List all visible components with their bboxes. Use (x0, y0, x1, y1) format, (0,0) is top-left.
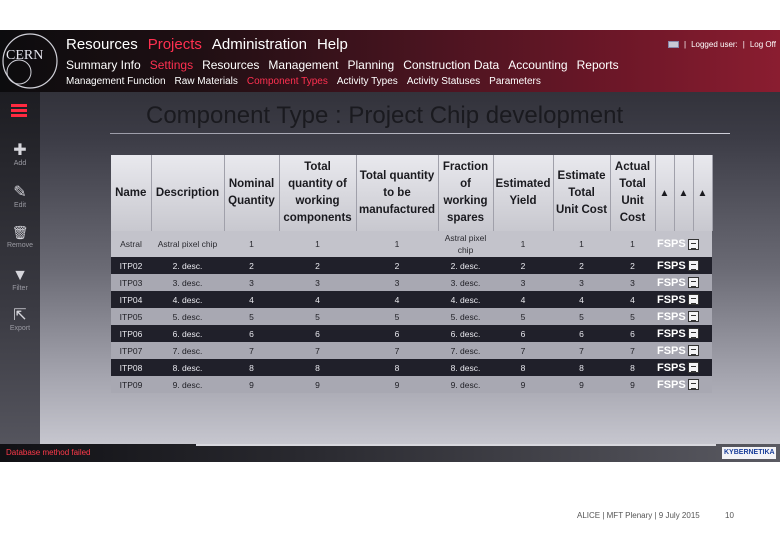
table-row[interactable] (111, 325, 712, 342)
cell-total-working: 5 (315, 311, 320, 322)
logoff-link[interactable]: Log Off (749, 39, 776, 49)
sidebar (0, 92, 40, 446)
submenu-reports[interactable]: Reports (576, 58, 619, 72)
cell-actual-cost: 5 (630, 311, 635, 322)
fsps-link[interactable]: FSPS (657, 378, 686, 391)
cell-estimated-yield: 1 (520, 239, 526, 249)
cell-nominal-quantity: 3 (249, 277, 254, 288)
cell-estimated-yield: 5 (520, 311, 526, 322)
column-header-fraction-spares[interactable]: Fraction of working spares (438, 155, 493, 231)
column-header-total-manufactured[interactable]: Total quantity to be manufactured (356, 155, 438, 231)
slide-footer-text: ALICE | MFT Plenary | 9 July 2015 (577, 511, 700, 520)
cell-estimate-cost: 8 (579, 362, 584, 373)
hamburger-menu-icon[interactable] (11, 104, 27, 118)
cell-estimate-cost: 6 (579, 328, 584, 339)
logged-user-label: Logged user: (691, 39, 738, 49)
export-icon: ⇱ (13, 307, 27, 324)
cell-nominal-quantity: 6 (249, 328, 254, 339)
cell-actual-cost: 3 (630, 277, 635, 288)
table-row[interactable] (111, 257, 712, 274)
sidebar-filter-button[interactable] (0, 267, 40, 292)
column-header-estimated-yield[interactable]: Estimated Yield (493, 155, 553, 231)
fsps-link[interactable]: FSPS (657, 276, 686, 289)
cell-fraction-spares: 5. desc. (450, 311, 481, 322)
cell-fraction-spares: 7. desc. (450, 345, 481, 356)
column-header-description[interactable]: Description (151, 155, 224, 231)
cell-nominal-quantity: 9 (249, 379, 254, 390)
cell-nominal-quantity: 7 (249, 345, 254, 356)
cell-estimate-cost: 2 (579, 260, 584, 271)
cell-nominal-quantity: 4 (249, 294, 254, 305)
row-actions (655, 231, 712, 257)
sidebar-export-button[interactable] (0, 307, 40, 332)
cern-logo[interactable] (1, 32, 59, 90)
cell-actual-cost: 6 (630, 328, 635, 339)
cell-total-working: 6 (315, 328, 320, 339)
page-title: Component Type : Project Chip development (146, 102, 624, 129)
primary-menu (66, 36, 348, 53)
language-flag-icon[interactable] (668, 41, 679, 48)
settings-activity-types[interactable]: Activity Types (336, 76, 398, 87)
top-header (0, 30, 780, 92)
cell-actual-cost: 4 (630, 294, 635, 305)
cell-description: 4. desc. (172, 294, 203, 305)
cell-name: ITP08 (119, 362, 143, 373)
cell-name: ITP09 (119, 379, 143, 390)
cell-estimated-yield: 7 (520, 345, 526, 356)
cell-estimated-yield: 4 (520, 294, 526, 305)
row-actions (655, 359, 712, 376)
cell-total-working: 4 (315, 294, 320, 305)
fsps-link[interactable]: FSPS (657, 361, 686, 374)
fsps-link[interactable]: FSPS (657, 310, 686, 323)
cell-nominal-quantity: 5 (249, 311, 254, 322)
column-header-estimate-cost[interactable]: Estimate Total Unit Cost (553, 155, 610, 231)
table-row[interactable] (111, 359, 712, 376)
document-icon[interactable] (688, 294, 699, 305)
cell-estimate-cost: 1 (579, 239, 584, 249)
sort-arrow-icon[interactable]: ▲ (674, 155, 693, 231)
component-types-table (111, 155, 712, 393)
filter-icon: ▼ (12, 267, 28, 284)
document-icon[interactable] (688, 260, 699, 271)
cell-description: 8. desc. (172, 362, 203, 373)
row-actions (655, 342, 712, 359)
cell-total-manufactured: 6 (394, 328, 400, 339)
menu-projects[interactable]: Projects (147, 36, 202, 53)
menu-administration[interactable]: Administration (211, 36, 307, 53)
cell-name: ITP03 (119, 277, 143, 288)
sidebar-remove-label: Remove (6, 242, 34, 249)
submenu-planning[interactable]: Planning (347, 58, 395, 72)
fsps-link[interactable]: FSPS (657, 327, 686, 340)
cell-total-manufactured: 8 (394, 362, 400, 373)
cell-estimate-cost: 7 (579, 345, 584, 356)
cell-total-manufactured: 7 (394, 345, 400, 356)
document-icon[interactable] (688, 277, 699, 288)
cell-actual-cost: 1 (630, 239, 635, 249)
cell-total-working: 9 (315, 379, 320, 390)
table-row[interactable] (111, 342, 712, 359)
cell-total-working: 3 (315, 277, 320, 288)
cell-nominal-quantity: 2 (249, 260, 254, 271)
document-icon[interactable] (688, 379, 699, 390)
sidebar-add-label: Add (13, 160, 27, 167)
cell-fraction-spares: 4. desc. (450, 294, 481, 305)
cell-actual-cost: 2 (630, 260, 635, 271)
row-actions (655, 325, 712, 342)
cell-name: Astral (120, 239, 142, 249)
slide-page-number: 10 (725, 511, 734, 520)
cell-fraction-spares: Astral pixel chip (444, 233, 487, 255)
cell-name: ITP02 (119, 260, 143, 271)
menu-resources[interactable]: Resources (66, 36, 138, 53)
fsps-link[interactable]: FSPS (657, 259, 686, 272)
cell-total-manufactured: 4 (394, 294, 400, 305)
tertiary-menu (66, 76, 541, 87)
cell-actual-cost: 8 (630, 362, 635, 373)
cell-fraction-spares: 6. desc. (450, 328, 481, 339)
secondary-menu (66, 58, 619, 72)
table-body (111, 231, 712, 393)
kybernetika-logo[interactable]: KYBERNETIKA (722, 447, 776, 459)
sidebar-export-label: Export (9, 325, 31, 332)
cell-fraction-spares: 8. desc. (450, 362, 481, 373)
table-header-row (111, 155, 712, 231)
cell-description: 3. desc. (172, 277, 203, 288)
cell-total-working: 8 (315, 362, 320, 373)
cell-name: ITP05 (119, 311, 143, 322)
cell-total-manufactured: 3 (394, 277, 400, 288)
cell-description: 6. desc. (172, 328, 203, 339)
title-divider (110, 133, 730, 134)
settings-management-function[interactable]: Management Function (66, 76, 166, 87)
user-bar-separator: | (684, 39, 687, 49)
column-header-actual-cost[interactable]: Actual Total Unit Cost (610, 155, 655, 231)
fsps-link[interactable]: FSPS (657, 293, 686, 306)
row-actions (655, 376, 712, 393)
cell-name: ITP06 (119, 328, 143, 339)
column-header-name[interactable]: Name (111, 155, 151, 231)
cern-logo-text: CERN (6, 48, 44, 63)
trash-icon: 🗑 (11, 225, 29, 240)
cell-fraction-spares: 9. desc. (450, 379, 481, 390)
status-bar (0, 444, 780, 462)
cell-estimate-cost: 4 (579, 294, 584, 305)
fsps-link[interactable]: FSPS (657, 238, 686, 250)
cell-description: 2. desc. (172, 260, 203, 271)
document-icon[interactable] (688, 328, 699, 339)
cell-description: 9. desc. (172, 379, 203, 390)
submenu-summary-info[interactable]: Summary Info (66, 58, 141, 72)
fsps-link[interactable]: FSPS (657, 344, 686, 357)
user-bar-separator: | (742, 39, 745, 49)
cell-estimated-yield: 8 (520, 362, 526, 373)
cell-fraction-spares: 3. desc. (450, 277, 481, 288)
submenu-accounting[interactable]: Accounting (508, 58, 568, 72)
cell-actual-cost: 9 (630, 379, 635, 390)
cell-estimate-cost: 5 (579, 311, 584, 322)
table-row[interactable] (111, 274, 712, 291)
table-row[interactable] (111, 231, 712, 257)
row-actions (655, 291, 712, 308)
cell-description: 5. desc. (172, 311, 203, 322)
sort-arrow-icon[interactable]: ▲ (655, 155, 674, 231)
sidebar-remove-button[interactable] (0, 224, 40, 249)
table-row[interactable] (111, 291, 712, 308)
plus-icon: ✚ (13, 142, 27, 159)
cell-fraction-spares: 2. desc. (450, 260, 481, 271)
cell-estimated-yield: 6 (520, 328, 526, 339)
submenu-management[interactable]: Management (268, 58, 339, 72)
settings-parameters[interactable]: Parameters (489, 76, 541, 87)
submenu-settings[interactable]: Settings (149, 58, 194, 72)
cell-description: Astral pixel chip (157, 239, 218, 249)
sidebar-add-button[interactable] (0, 142, 40, 167)
cell-description: 7. desc. (172, 345, 203, 356)
document-icon[interactable] (688, 345, 699, 356)
error-message: Database method failed (6, 448, 91, 457)
cell-estimate-cost: 3 (579, 277, 584, 288)
sidebar-filter-label: Filter (12, 285, 28, 292)
cell-nominal-quantity: 1 (249, 239, 254, 249)
row-actions (655, 257, 712, 274)
settings-component-types[interactable]: Component Types (246, 76, 328, 87)
settings-raw-materials[interactable]: Raw Materials (174, 76, 238, 87)
cell-total-manufactured: 9 (394, 379, 400, 390)
cell-estimated-yield: 9 (520, 379, 526, 390)
status-divider (196, 444, 716, 446)
sort-arrow-icon[interactable]: ▲ (693, 155, 712, 231)
cell-total-manufactured: 5 (394, 311, 400, 322)
table-row[interactable] (111, 308, 712, 325)
cell-name: ITP04 (119, 294, 143, 305)
cell-actual-cost: 7 (630, 345, 635, 356)
submenu-resources[interactable]: Resources (202, 58, 260, 72)
document-icon[interactable] (688, 362, 699, 373)
row-actions (655, 274, 712, 291)
cell-name: ITP07 (119, 345, 143, 356)
cell-total-working: 1 (315, 239, 320, 249)
cell-estimate-cost: 9 (579, 379, 584, 390)
sidebar-edit-button[interactable] (0, 184, 40, 209)
cell-estimated-yield: 2 (520, 260, 526, 271)
app-window (0, 30, 780, 462)
document-icon[interactable] (688, 311, 699, 322)
cell-estimated-yield: 3 (520, 277, 526, 288)
cell-total-working: 7 (315, 345, 320, 356)
cell-total-manufactured: 1 (394, 239, 400, 249)
cell-total-working: 2 (315, 260, 320, 271)
submenu-construction-data[interactable]: Construction Data (403, 58, 500, 72)
column-header-total-working[interactable]: Total quantity of working components (279, 155, 356, 231)
pencil-icon: ✎ (13, 184, 27, 201)
table-row[interactable] (111, 376, 712, 393)
menu-help[interactable]: Help (316, 36, 348, 53)
row-actions (655, 308, 712, 325)
document-icon[interactable] (688, 239, 699, 250)
user-bar (668, 36, 780, 52)
cell-total-manufactured: 2 (394, 260, 400, 271)
sidebar-edit-label: Edit (13, 202, 27, 209)
cell-nominal-quantity: 8 (249, 362, 254, 373)
column-header-nominal-quantity[interactable]: Nominal Quantity (224, 155, 279, 231)
settings-activity-statuses[interactable]: Activity Statuses (406, 76, 481, 87)
